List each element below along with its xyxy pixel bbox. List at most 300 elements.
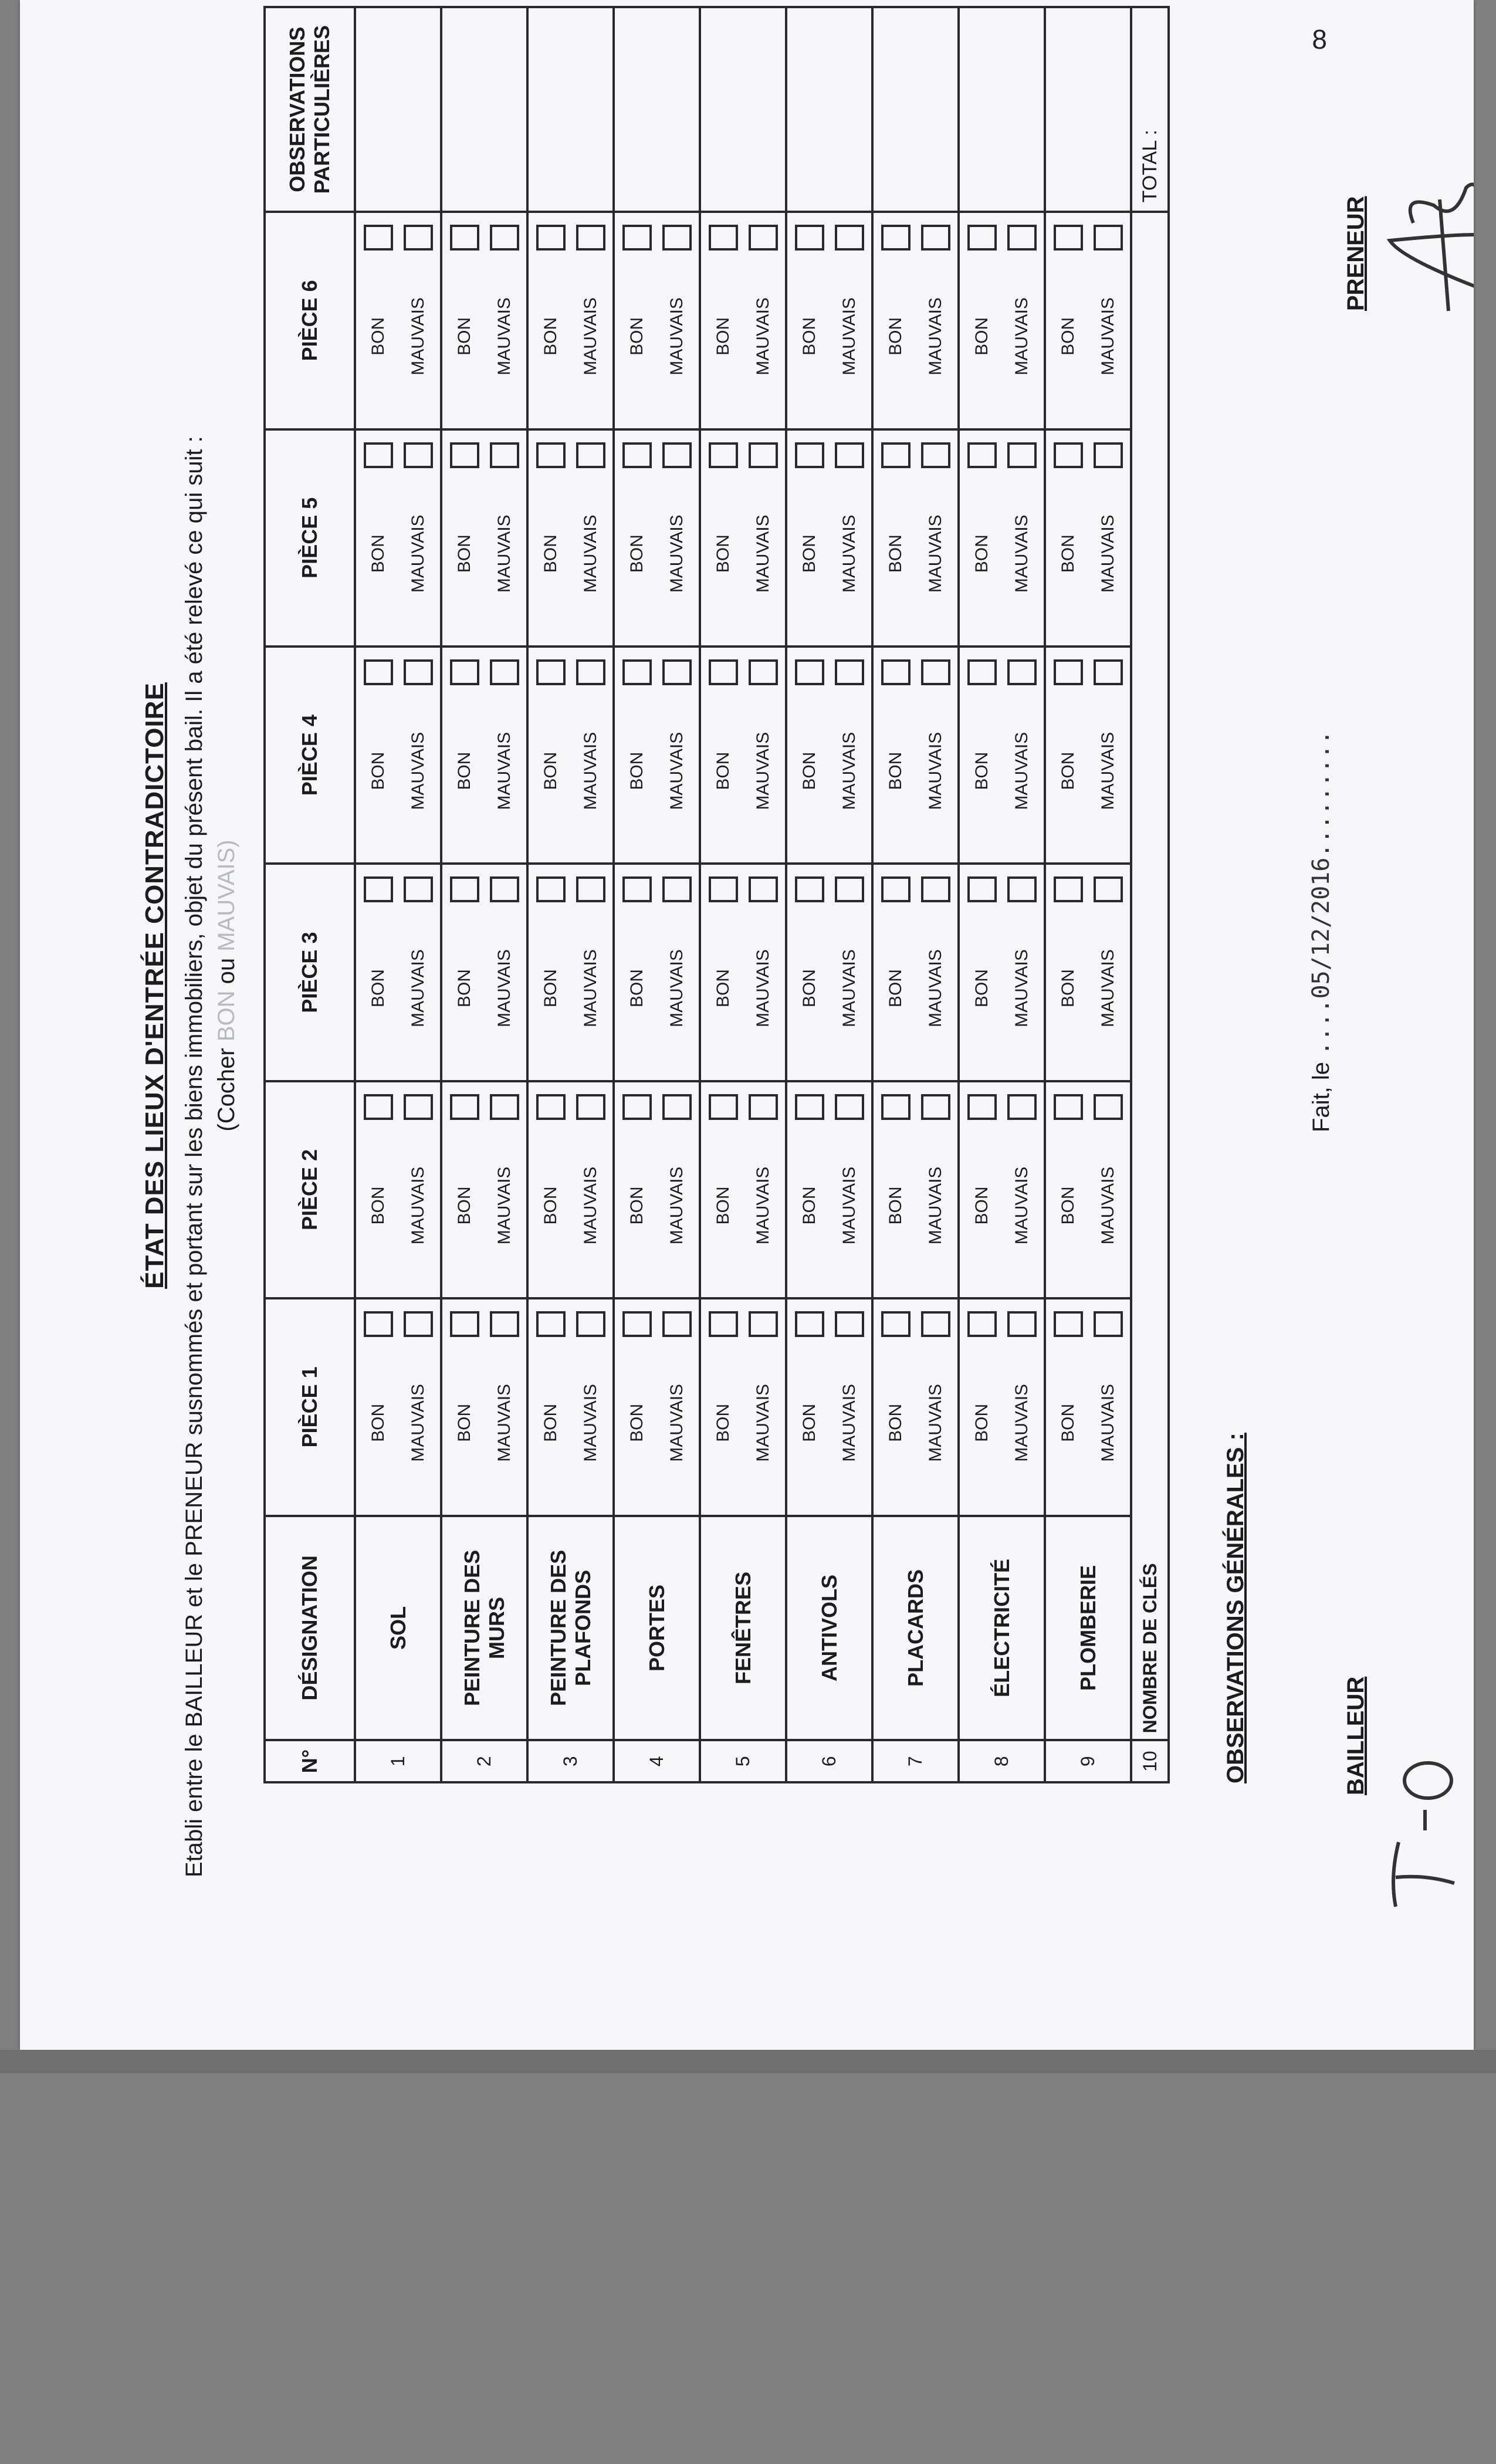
bon-checkbox[interactable] [967, 659, 997, 685]
mauvais-option [1006, 1088, 1038, 1291]
observations-cell[interactable] [1045, 7, 1131, 212]
bon-option [707, 1305, 740, 1508]
inventory-table [263, 6, 1170, 1783]
bon-option [534, 436, 567, 639]
bon-option [707, 1088, 740, 1291]
bon-checkbox[interactable] [709, 1311, 738, 1337]
mauvais-checkbox[interactable] [490, 1094, 519, 1120]
header-piece-3: PIÈCE 3 [265, 864, 355, 1081]
bon-checkbox[interactable] [795, 442, 824, 468]
mauvais-checkbox[interactable] [835, 1094, 864, 1120]
mauvais-label: MAUVAIS [925, 297, 945, 375]
mauvais-checkbox[interactable] [921, 442, 950, 468]
mauvais-label: MAUVAIS [925, 949, 945, 1027]
piece-3-cell [872, 864, 959, 1081]
bon-checkbox[interactable] [622, 876, 652, 902]
bon-label: BON [885, 534, 905, 573]
mauvais-label: MAUVAIS [580, 515, 600, 593]
mauvais-checkbox[interactable] [1007, 1311, 1037, 1337]
bon-checkbox[interactable] [536, 876, 566, 902]
bon-label: BON [368, 534, 388, 573]
bon-checkbox[interactable] [709, 1094, 738, 1120]
bon-option [621, 219, 654, 422]
piece-5-cell [527, 429, 614, 647]
mauvais-checkbox[interactable] [1007, 1094, 1037, 1120]
bon-option [534, 654, 567, 857]
bon-label: BON [713, 752, 733, 790]
mauvais-checkbox[interactable] [1007, 876, 1037, 902]
piece-3-cell [786, 864, 872, 1081]
mauvais-label: MAUVAIS [408, 949, 428, 1027]
mauvais-checkbox[interactable] [921, 1094, 950, 1120]
mauvais-checkbox[interactable] [835, 1311, 864, 1337]
mauvais-checkbox[interactable] [490, 659, 519, 685]
mauvais-option [574, 654, 607, 857]
mauvais-label: MAUVAIS [839, 732, 859, 810]
piece-2-cell [614, 1081, 700, 1298]
mauvais-checkbox[interactable] [662, 1311, 692, 1337]
bon-option [793, 1088, 826, 1291]
mauvais-checkbox[interactable] [662, 876, 692, 902]
intro-text: Etabli entre le BAILLEUR et le PRENEUR susnommés et portant sur les biens immobiliers, objet du présent bail. Il a été relevé ce qui suit : [181, 436, 207, 1877]
mauvais-option [1006, 871, 1038, 1074]
bon-option [448, 219, 481, 422]
table-row [959, 7, 1045, 1782]
bon-checkbox[interactable] [709, 442, 738, 468]
mauvais-option [488, 219, 521, 422]
mauvais-checkbox[interactable] [749, 876, 778, 902]
bon-option [1052, 219, 1085, 422]
bon-label: BON [627, 969, 647, 1008]
header-num: N° [265, 1740, 355, 1782]
bon-label: BON [540, 752, 560, 790]
fait-label: Fait, le [1308, 1061, 1334, 1132]
general-observations-heading: OBSERVATIONS GÉNÉRALES : [1223, 1433, 1248, 1783]
bon-option [448, 1088, 481, 1291]
mauvais-checkbox[interactable] [404, 225, 433, 251]
mauvais-checkbox[interactable] [1007, 225, 1037, 251]
mauvais-checkbox[interactable] [404, 442, 433, 468]
bon-option [966, 871, 999, 1074]
mauvais-checkbox[interactable] [576, 442, 605, 468]
table-row [1045, 7, 1131, 1782]
mauvais-checkbox[interactable] [576, 659, 605, 685]
bon-label: BON [454, 969, 474, 1008]
observations-cell[interactable] [441, 7, 527, 212]
mauvais-label: MAUVAIS [666, 297, 686, 375]
observations-cell[interactable] [700, 7, 786, 212]
fait-date: ....05/12/2016......... [1308, 730, 1335, 1055]
bon-checkbox[interactable] [1054, 1094, 1083, 1120]
piece-5-cell [700, 429, 786, 647]
piece-2-cell [872, 1081, 959, 1298]
bon-checkbox[interactable] [1054, 659, 1083, 685]
bon-checkbox[interactable] [967, 876, 997, 902]
bon-label: BON [713, 317, 733, 356]
bon-checkbox[interactable] [536, 442, 566, 468]
bon-checkbox[interactable] [795, 225, 824, 251]
mauvais-option [747, 654, 780, 857]
mauvais-checkbox[interactable] [662, 659, 692, 685]
date-line [1308, 730, 1335, 1132]
mauvais-option [833, 1088, 866, 1291]
mauvais-checkbox[interactable] [1094, 659, 1123, 685]
mauvais-checkbox[interactable] [749, 659, 778, 685]
mauvais-checkbox[interactable] [1007, 442, 1037, 468]
mauvais-option [919, 219, 952, 422]
mauvais-label: MAUVAIS [839, 1383, 859, 1462]
bon-label: BON [454, 317, 474, 356]
piece-2-cell [441, 1081, 527, 1298]
bon-checkbox[interactable] [364, 659, 393, 685]
bon-checkbox[interactable] [536, 659, 566, 685]
bon-checkbox[interactable] [1054, 225, 1083, 251]
bon-option [879, 1305, 912, 1508]
mauvais-checkbox[interactable] [1094, 1311, 1123, 1337]
header-observations: OBSERVATIONS PARTICULIÈRES [265, 7, 355, 212]
bon-label: BON [627, 317, 647, 356]
piece-6-cell [527, 212, 614, 429]
piece-3-cell [959, 864, 1045, 1081]
bon-checkbox[interactable] [881, 659, 911, 685]
mauvais-checkbox[interactable] [749, 1311, 778, 1337]
piece-1-cell [527, 1298, 614, 1515]
mauvais-checkbox[interactable] [662, 442, 692, 468]
bon-label: BON [540, 317, 560, 356]
bon-label: BON [972, 1186, 991, 1225]
bon-label: BON [454, 1403, 474, 1442]
mauvais-option [488, 436, 521, 639]
bon-option [362, 436, 395, 639]
mauvais-option [574, 1088, 607, 1291]
mauvais-option [747, 219, 780, 422]
mauvais-checkbox[interactable] [835, 876, 864, 902]
bon-checkbox[interactable] [795, 1094, 824, 1120]
bon-checkbox[interactable] [622, 1094, 652, 1120]
bon-checkbox[interactable] [709, 225, 738, 251]
piece-4-cell [527, 647, 614, 864]
mauvais-checkbox[interactable] [490, 442, 519, 468]
bon-option [707, 871, 740, 1074]
bon-label: BON [1058, 1186, 1078, 1225]
row-designation: SOL [355, 1516, 441, 1741]
bon-label: BON [368, 1186, 388, 1225]
piece-5-cell [1045, 429, 1131, 647]
bon-option [1052, 1088, 1085, 1291]
mauvais-checkbox[interactable] [749, 225, 778, 251]
mauvais-label: MAUVAIS [494, 949, 514, 1027]
bon-option [362, 1088, 395, 1291]
bon-checkbox[interactable] [1054, 876, 1083, 902]
bon-checkbox[interactable] [1054, 1311, 1083, 1337]
observations-cell[interactable] [786, 7, 872, 212]
bon-checkbox[interactable] [364, 225, 393, 251]
piece-4-cell [355, 647, 441, 864]
mauvais-option [402, 1305, 435, 1508]
bon-label: BON [540, 1186, 560, 1225]
bon-checkbox[interactable] [795, 876, 824, 902]
bon-checkbox[interactable] [450, 1094, 479, 1120]
bon-checkbox[interactable] [881, 1311, 911, 1337]
bon-checkbox[interactable] [450, 442, 479, 468]
table-row [786, 7, 872, 1782]
mauvais-checkbox[interactable] [921, 1311, 950, 1337]
mauvais-label: MAUVAIS [494, 1166, 514, 1245]
mauvais-checkbox[interactable] [404, 1094, 433, 1120]
piece-4-cell [1045, 647, 1131, 864]
bon-option [793, 654, 826, 857]
keys-row-label: NOMBRE DE CLÉS [1131, 212, 1169, 1740]
bon-checkbox[interactable] [881, 876, 911, 902]
observations-cell[interactable] [355, 7, 441, 212]
bon-label: BON [972, 752, 991, 790]
mauvais-checkbox[interactable] [490, 1311, 519, 1337]
bon-label: BON [627, 1403, 647, 1442]
piece-6-cell [441, 212, 527, 429]
bon-option [966, 654, 999, 857]
mauvais-checkbox[interactable] [576, 1094, 605, 1120]
piece-5-cell [355, 429, 441, 647]
mauvais-label: MAUVAIS [1098, 732, 1118, 810]
mauvais-option [1006, 654, 1038, 857]
piece-1-cell [1045, 1298, 1131, 1515]
piece-4-cell [959, 647, 1045, 864]
bon-label: BON [540, 1403, 560, 1442]
row-designation: PEINTURE DES MURS [441, 1516, 527, 1741]
mauvais-label: MAUVAIS [1011, 949, 1031, 1027]
bon-label: BON [713, 1403, 733, 1442]
header-row [265, 7, 355, 1782]
bon-option [966, 219, 999, 422]
mauvais-option [1092, 1088, 1125, 1291]
mauvais-checkbox[interactable] [576, 1311, 605, 1337]
bon-label: BON [972, 534, 991, 573]
bon-checkbox[interactable] [967, 442, 997, 468]
intro-cocher: (Cocher [214, 1048, 239, 1132]
bon-checkbox[interactable] [364, 876, 393, 902]
mauvais-option [1006, 436, 1038, 639]
piece-2-cell [786, 1081, 872, 1298]
piece-5-cell [614, 429, 700, 647]
preneur-signature [1378, 164, 1474, 323]
observations-cell[interactable] [959, 7, 1045, 212]
bon-label: BON [713, 1186, 733, 1225]
row-number: 5 [700, 1740, 786, 1782]
table-row [355, 7, 441, 1782]
bon-checkbox[interactable] [795, 659, 824, 685]
bon-checkbox[interactable] [1054, 442, 1083, 468]
mauvais-option [661, 1305, 693, 1508]
mauvais-label: MAUVAIS [666, 1383, 686, 1462]
row-designation: PLACARDS [872, 1516, 959, 1741]
mauvais-checkbox[interactable] [1094, 225, 1123, 251]
header-piece-6: PIÈCE 6 [265, 212, 355, 429]
mauvais-label: MAUVAIS [666, 732, 686, 810]
bon-checkbox[interactable] [967, 1094, 997, 1120]
table-body [355, 7, 1131, 1782]
mauvais-checkbox[interactable] [662, 225, 692, 251]
piece-6-cell [1045, 212, 1131, 429]
row-designation: PORTES [614, 1516, 700, 1741]
bon-checkbox[interactable] [364, 442, 393, 468]
bon-checkbox[interactable] [967, 1311, 997, 1337]
bon-checkbox[interactable] [450, 876, 479, 902]
observations-cell[interactable] [527, 7, 614, 212]
mauvais-checkbox[interactable] [576, 876, 605, 902]
bon-checkbox[interactable] [622, 225, 652, 251]
mauvais-checkbox[interactable] [1007, 659, 1037, 685]
bon-checkbox[interactable] [536, 1094, 566, 1120]
mauvais-label: MAUVAIS [408, 297, 428, 375]
mauvais-label: MAUVAIS [494, 515, 514, 593]
mauvais-label: MAUVAIS [408, 1383, 428, 1462]
table-row [614, 7, 700, 1782]
mauvais-checkbox[interactable] [921, 876, 950, 902]
table-row [700, 7, 786, 1782]
bon-checkbox[interactable] [536, 1311, 566, 1337]
piece-4-cell [700, 647, 786, 864]
mauvais-option [661, 436, 693, 639]
keys-row-num: 10 [1131, 1740, 1169, 1782]
bon-option [621, 871, 654, 1074]
bon-checkbox[interactable] [622, 659, 652, 685]
piece-3-cell [527, 864, 614, 1081]
mauvais-label: MAUVAIS [580, 732, 600, 810]
mauvais-option [488, 1305, 521, 1508]
bon-checkbox[interactable] [709, 659, 738, 685]
piece-2-cell [959, 1081, 1045, 1298]
bailleur-label: BAILLEUR [1343, 1676, 1369, 1795]
mauvais-checkbox[interactable] [749, 442, 778, 468]
mauvais-checkbox[interactable] [490, 876, 519, 902]
piece-6-cell [700, 212, 786, 429]
bon-checkbox[interactable] [881, 442, 911, 468]
mauvais-label: MAUVAIS [580, 297, 600, 375]
bon-checkbox[interactable] [450, 1311, 479, 1337]
mauvais-option [919, 1305, 952, 1508]
bon-checkbox[interactable] [364, 1094, 393, 1120]
bon-option [362, 1305, 395, 1508]
mauvais-checkbox[interactable] [404, 1311, 433, 1337]
bon-label: BON [1058, 1403, 1078, 1442]
mauvais-checkbox[interactable] [490, 225, 519, 251]
piece-5-cell [786, 429, 872, 647]
observations-cell[interactable] [872, 7, 959, 212]
observations-cell[interactable] [614, 7, 700, 212]
piece-3-cell [1045, 864, 1131, 1081]
bon-checkbox[interactable] [364, 1311, 393, 1337]
bon-label: BON [972, 317, 991, 356]
bon-option [707, 654, 740, 857]
mauvais-checkbox[interactable] [835, 442, 864, 468]
mauvais-checkbox[interactable] [835, 225, 864, 251]
bon-checkbox[interactable] [536, 225, 566, 251]
mauvais-option [574, 436, 607, 639]
piece-3-cell [700, 864, 786, 1081]
bon-label: BON [540, 534, 560, 573]
page-number: 8 [1312, 24, 1327, 55]
mauvais-checkbox[interactable] [921, 659, 950, 685]
bon-option [534, 219, 567, 422]
bon-checkbox[interactable] [450, 659, 479, 685]
mauvais-label: MAUVAIS [1098, 1166, 1118, 1245]
bon-label: BON [799, 752, 819, 790]
bailleur-signature [1372, 1754, 1472, 1918]
row-designation: ÉLECTRICITÉ [959, 1516, 1045, 1741]
mauvais-label: MAUVAIS [580, 1166, 600, 1245]
mauvais-label: MAUVAIS [839, 515, 859, 593]
mauvais-checkbox[interactable] [576, 225, 605, 251]
bon-checkbox[interactable] [622, 442, 652, 468]
mauvais-option [661, 219, 693, 422]
piece-2-cell [700, 1081, 786, 1298]
bon-checkbox[interactable] [881, 1094, 911, 1120]
mauvais-label: MAUVAIS [1011, 515, 1031, 593]
mauvais-option [747, 1305, 780, 1508]
bon-label: BON [713, 969, 733, 1008]
intro-instruction [214, 18, 240, 1954]
document-page [20, 0, 1474, 2050]
mauvais-label: MAUVAIS [925, 1166, 945, 1245]
mauvais-checkbox[interactable] [1094, 1094, 1123, 1120]
mauvais-label: MAUVAIS [1011, 297, 1031, 375]
bon-label: BON [454, 534, 474, 573]
mauvais-checkbox[interactable] [835, 659, 864, 685]
bon-option [879, 654, 912, 857]
bon-option [621, 1088, 654, 1291]
mauvais-option [747, 436, 780, 639]
bon-option [621, 1305, 654, 1508]
bon-label: BON [454, 752, 474, 790]
mauvais-checkbox[interactable] [749, 1094, 778, 1120]
bon-option [448, 436, 481, 639]
bon-label: BON [885, 752, 905, 790]
bon-checkbox[interactable] [450, 225, 479, 251]
intro-ou: ou [214, 957, 239, 984]
row-designation: PEINTURE DES PLAFONDS [527, 1516, 614, 1741]
mauvais-label: MAUVAIS [1098, 1383, 1118, 1462]
bon-option [1052, 871, 1085, 1074]
mauvais-option [402, 654, 435, 857]
bon-option [534, 1088, 567, 1291]
mauvais-option [1092, 1305, 1125, 1508]
row-number: 6 [786, 1740, 872, 1782]
mauvais-checkbox[interactable] [662, 1094, 692, 1120]
bon-checkbox[interactable] [967, 225, 997, 251]
bon-checkbox[interactable] [795, 1311, 824, 1337]
mauvais-checkbox[interactable] [404, 659, 433, 685]
bon-option [362, 871, 395, 1074]
bon-checkbox[interactable] [622, 1311, 652, 1337]
mauvais-checkbox[interactable] [1094, 442, 1123, 468]
bon-label: BON [713, 534, 733, 573]
bon-option [793, 1305, 826, 1508]
mauvais-label: MAUVAIS [494, 732, 514, 810]
bon-label: BON [368, 1403, 388, 1442]
bon-checkbox[interactable] [709, 876, 738, 902]
bon-checkbox[interactable] [881, 225, 911, 251]
mauvais-option [833, 654, 866, 857]
piece-3-cell [614, 864, 700, 1081]
mauvais-checkbox[interactable] [404, 876, 433, 902]
bon-option [362, 219, 395, 422]
mauvais-checkbox[interactable] [921, 225, 950, 251]
table-row [872, 7, 959, 1782]
mauvais-label: MAUVAIS [1098, 297, 1118, 375]
bon-option [1052, 1305, 1085, 1508]
piece-1-cell [614, 1298, 700, 1515]
mauvais-checkbox[interactable] [1094, 876, 1123, 902]
